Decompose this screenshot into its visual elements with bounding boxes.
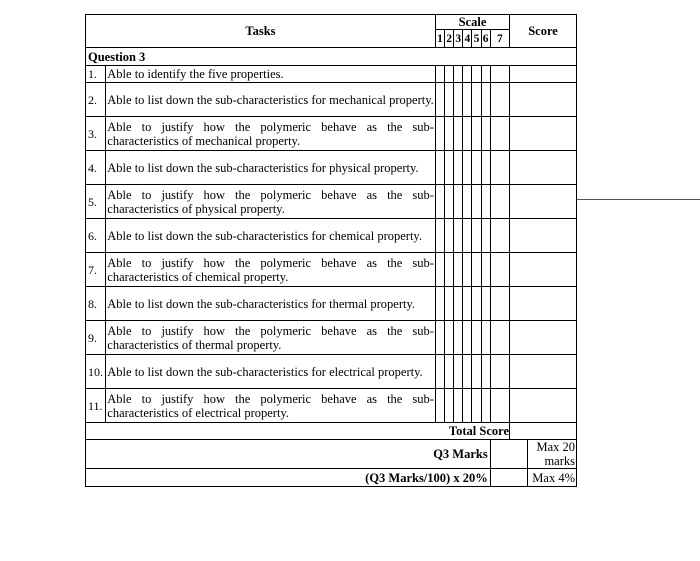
task-number: 5. <box>86 185 106 219</box>
task-description: Able to list down the sub-characteristics for mechanical property. <box>106 83 436 117</box>
q3-marks-label: Q3 Marks <box>86 440 491 469</box>
score-cell[interactable] <box>510 253 577 287</box>
scale-cell[interactable] <box>490 389 509 423</box>
q3-marks-cell[interactable] <box>490 440 528 469</box>
task-row <box>86 66 577 83</box>
task-description: Able to justify how the polymeric behave as the sub-characteristics of chemical property. <box>106 253 436 287</box>
scale-cell[interactable] <box>435 253 444 287</box>
task-number: 4. <box>86 151 106 185</box>
scale-cell[interactable] <box>445 253 454 287</box>
task-description: Able to list down the sub-characteristics for physical property. <box>106 151 436 185</box>
header-row <box>86 15 577 30</box>
scale-cell[interactable] <box>445 389 454 423</box>
q3-marks-row <box>86 440 577 469</box>
task-row <box>86 253 577 287</box>
task-row <box>86 185 577 219</box>
weighted-max: Max 4% <box>528 469 577 487</box>
task-row <box>86 287 577 321</box>
task-number: 2. <box>86 83 106 117</box>
scale-cell[interactable] <box>445 185 454 219</box>
total-score-row <box>86 423 577 440</box>
scale-cell[interactable] <box>481 219 490 253</box>
scale-cell[interactable] <box>435 66 444 83</box>
scale-cell[interactable] <box>454 355 463 389</box>
scale-cell[interactable] <box>454 66 463 83</box>
scale-cell[interactable] <box>454 253 463 287</box>
task-description: Able to justify how the polymeric behave as the sub-characteristics of thermal property. <box>106 321 436 355</box>
scale-cell[interactable] <box>454 219 463 253</box>
scale-cell[interactable] <box>472 253 481 287</box>
score-cell[interactable] <box>510 83 577 117</box>
scale-number: 2 <box>445 30 454 48</box>
scale-cell[interactable] <box>481 66 490 83</box>
scale-cell[interactable] <box>472 151 481 185</box>
score-cell[interactable] <box>510 287 577 321</box>
scale-cell[interactable] <box>445 117 454 151</box>
scale-cell[interactable] <box>463 253 472 287</box>
scale-cell[interactable] <box>445 287 454 321</box>
task-number: 9. <box>86 321 106 355</box>
scale-cell[interactable] <box>445 151 454 185</box>
side-rule-line <box>577 199 700 200</box>
rubric-sheet <box>85 14 577 487</box>
weighted-row <box>86 469 577 487</box>
task-description: Able to identify the five properties. <box>106 66 436 83</box>
scale-cell[interactable] <box>481 83 490 117</box>
task-row <box>86 355 577 389</box>
score-cell[interactable] <box>510 321 577 355</box>
scale-cell[interactable] <box>463 355 472 389</box>
score-cell[interactable] <box>510 117 577 151</box>
score-cell[interactable] <box>510 355 577 389</box>
task-description: Able to list down the sub-characteristics for thermal property. <box>106 287 436 321</box>
task-description: Able to list down the sub-characteristics for electrical property. <box>106 355 436 389</box>
scale-cell[interactable] <box>445 355 454 389</box>
scale-number: 6 <box>481 30 490 48</box>
scale-cell[interactable] <box>490 117 509 151</box>
scale-cell[interactable] <box>463 287 472 321</box>
task-row <box>86 321 577 355</box>
scale-cell[interactable] <box>435 389 444 423</box>
task-description: Able to justify how the polymeric behave as the sub-characteristics of physical property. <box>106 185 436 219</box>
scale-cell[interactable] <box>481 253 490 287</box>
task-row <box>86 151 577 185</box>
q3-marks-max: Max 20 marks <box>528 440 577 469</box>
scale-cell[interactable] <box>472 185 481 219</box>
score-header: Score <box>510 15 577 48</box>
scale-cell[interactable] <box>454 321 463 355</box>
task-number: 11. <box>86 389 106 423</box>
score-cell[interactable] <box>510 185 577 219</box>
weighted-cell[interactable] <box>490 469 528 487</box>
scale-cell[interactable] <box>435 355 444 389</box>
scale-cell[interactable] <box>463 389 472 423</box>
scale-cell[interactable] <box>463 66 472 83</box>
scale-number: 7 <box>490 30 509 48</box>
scale-cell[interactable] <box>435 185 444 219</box>
section-title: Question 3 <box>86 48 577 66</box>
scale-cell[interactable] <box>454 151 463 185</box>
task-number: 10. <box>86 355 106 389</box>
scale-cell[interactable] <box>454 185 463 219</box>
score-cell[interactable] <box>510 389 577 423</box>
scale-cell[interactable] <box>445 219 454 253</box>
scale-cell[interactable] <box>463 219 472 253</box>
task-row <box>86 219 577 253</box>
task-row <box>86 83 577 117</box>
scale-cell[interactable] <box>472 66 481 83</box>
task-description: Able to justify how the polymeric behave as the sub-characteristics of electrical property. <box>106 389 436 423</box>
scale-cell[interactable] <box>435 321 444 355</box>
scale-cell[interactable] <box>463 117 472 151</box>
scale-cell[interactable] <box>435 83 444 117</box>
scale-cell[interactable] <box>481 287 490 321</box>
scale-cell[interactable] <box>454 287 463 321</box>
scale-cell[interactable] <box>481 185 490 219</box>
scale-cell[interactable] <box>490 83 509 117</box>
task-number: 7. <box>86 253 106 287</box>
task-description: Able to justify how the polymeric behave as the sub-characteristics of mechanical property. <box>106 117 436 151</box>
scale-cell[interactable] <box>435 117 444 151</box>
scale-cell[interactable] <box>454 117 463 151</box>
scale-cell[interactable] <box>472 83 481 117</box>
scale-cell[interactable] <box>481 389 490 423</box>
scale-cell[interactable] <box>490 253 509 287</box>
total-score-cell[interactable] <box>510 423 577 440</box>
scale-cell[interactable] <box>472 287 481 321</box>
scale-cell[interactable] <box>481 355 490 389</box>
scale-cell[interactable] <box>490 219 509 253</box>
task-row <box>86 117 577 151</box>
score-cell[interactable] <box>510 151 577 185</box>
scale-cell[interactable] <box>490 66 509 83</box>
scale-cell[interactable] <box>481 321 490 355</box>
scale-cell[interactable] <box>463 83 472 117</box>
scale-cell[interactable] <box>472 321 481 355</box>
scale-cell[interactable] <box>490 151 509 185</box>
scale-cell[interactable] <box>472 219 481 253</box>
scale-cell[interactable] <box>472 355 481 389</box>
scale-number: 3 <box>454 30 463 48</box>
scale-cell[interactable] <box>454 389 463 423</box>
rubric-table <box>85 14 577 487</box>
scale-cell[interactable] <box>490 185 509 219</box>
scale-cell[interactable] <box>435 287 444 321</box>
scale-number: 5 <box>472 30 481 48</box>
scale-cell[interactable] <box>472 389 481 423</box>
scale-cell[interactable] <box>481 151 490 185</box>
scale-cell[interactable] <box>481 117 490 151</box>
section-row <box>86 48 577 66</box>
task-description: Able to list down the sub-characteristics for chemical property. <box>106 219 436 253</box>
scale-cell[interactable] <box>435 151 444 185</box>
scale-cell[interactable] <box>435 219 444 253</box>
scale-cell[interactable] <box>445 83 454 117</box>
task-number: 3. <box>86 117 106 151</box>
scale-cell[interactable] <box>490 287 509 321</box>
scale-cell[interactable] <box>445 66 454 83</box>
scale-cell[interactable] <box>445 321 454 355</box>
task-row <box>86 389 577 423</box>
scale-cell[interactable] <box>463 321 472 355</box>
scale-cell[interactable] <box>490 355 509 389</box>
tasks-header: Tasks <box>86 15 436 48</box>
weighted-label: (Q3 Marks/100) x 20% <box>86 469 491 487</box>
scale-cell[interactable] <box>454 83 463 117</box>
scale-cell[interactable] <box>490 321 509 355</box>
scale-number: 4 <box>463 30 472 48</box>
scale-cell[interactable] <box>463 151 472 185</box>
task-number: 8. <box>86 287 106 321</box>
score-cell[interactable] <box>510 219 577 253</box>
scale-cell[interactable] <box>463 185 472 219</box>
scale-header: Scale <box>435 15 509 30</box>
task-number: 1. <box>86 66 106 83</box>
scale-number: 1 <box>435 30 444 48</box>
task-number: 6. <box>86 219 106 253</box>
total-score-label: Total Score <box>86 423 510 440</box>
score-cell[interactable] <box>510 66 577 83</box>
scale-cell[interactable] <box>472 117 481 151</box>
